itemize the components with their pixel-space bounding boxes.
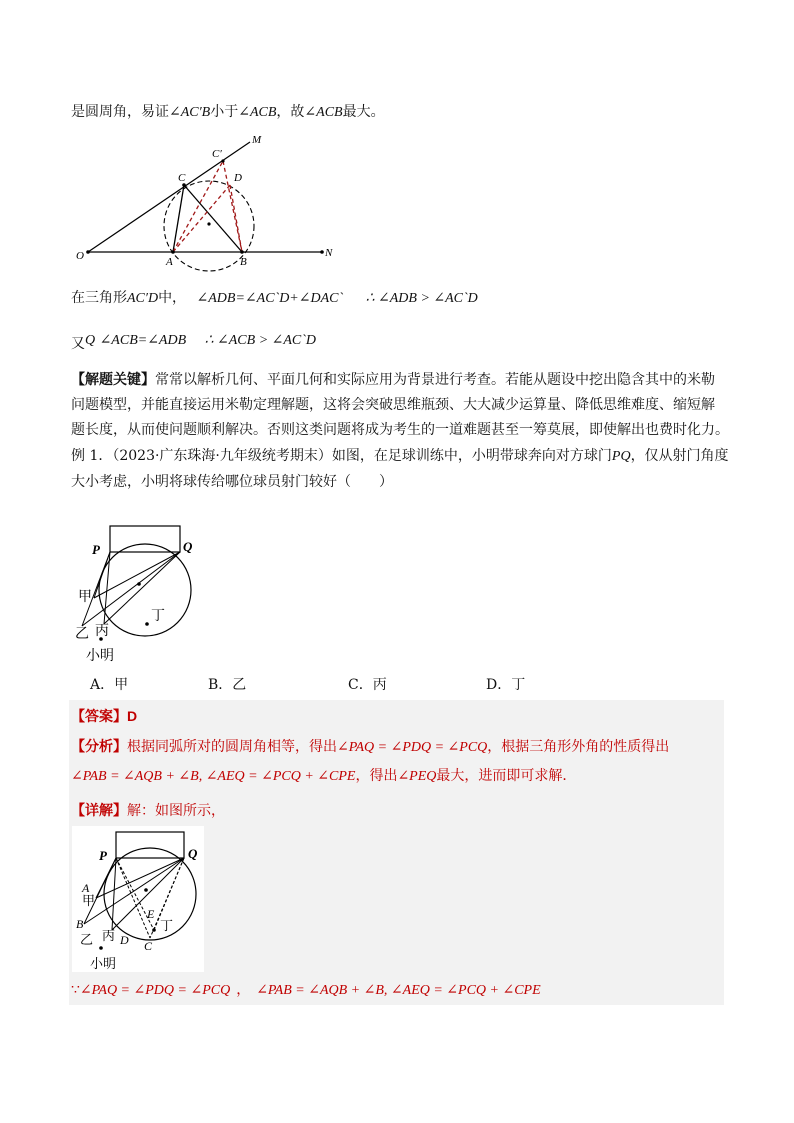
key-line-1: 【解题关键】常常以解析几何、平面几何和实际应用为背景进行考查。若能从题设中挖出隐含其中的米勒 <box>71 372 715 388</box>
label-yi: 乙 <box>80 933 94 948</box>
figure-miller-angle <box>70 128 350 273</box>
label-D: D <box>120 933 129 947</box>
because-line: ∵∠PAQ = ∠PDQ = ∠PCQ ， ∠PAB = ∠AQB + ∠B, ∠AEQ = ∠PCQ + ∠CPE <box>71 982 541 998</box>
answer-line: 【答案】D <box>71 708 138 725</box>
label-jia: 甲 <box>78 589 92 605</box>
label-ding: 丁 <box>151 608 165 624</box>
label-D: D <box>234 172 242 184</box>
figure-soccer-solution <box>72 826 204 972</box>
label-xiaoming: 小明 <box>90 957 117 972</box>
label-yi: 乙 <box>75 626 89 642</box>
key-line-2: 问题模型，并能直接运用米勒定理解题，这将会突破思维瓶颈、大大减少运算量、降低思维难度、缩短解 <box>71 397 715 413</box>
label-O: O <box>76 250 84 262</box>
option-a[interactable]: A．甲 <box>90 677 129 693</box>
label-N: N <box>325 247 333 259</box>
label-C: C <box>178 172 186 184</box>
label-A: A <box>82 881 90 895</box>
example-line-2: 大小考虑，小明将球传给哪位球员射门较好（ ） <box>71 474 393 490</box>
detail-line: 【详解】解：如图所示， <box>71 803 225 819</box>
also-line: 又Q ∠ACB=∠ADB ∴ ∠ACB > ∠AC`D <box>71 333 317 352</box>
label-P: P <box>99 848 107 863</box>
label-C-prime: C′ <box>212 148 222 160</box>
label-M: M <box>252 134 262 146</box>
label-E: E <box>147 907 155 921</box>
triangle-line: 在三角形AC′D中， ∠ADB=∠AC`D+∠DAC` ∴ ∠ADB > ∠AC`D <box>71 290 478 306</box>
option-d[interactable]: D．丁 <box>486 677 526 693</box>
label-P: P <box>92 542 100 557</box>
analysis-line-1: 【分析】根据同弧所对的圆周角相等，得出∠PAQ = ∠PDQ = ∠PCQ，根据三角形外角的性质得出 <box>71 739 670 755</box>
example-line-1: 例 1．（2023·广东珠海·九年级统考期末）如图，在足球训练中，小明带球奔向对方球门PQ，仅从射门角度 <box>71 448 729 464</box>
label-C: C <box>144 939 153 953</box>
label-bing: 丙 <box>95 623 109 639</box>
option-b[interactable]: B．乙 <box>208 677 247 693</box>
label-B: B <box>76 917 84 931</box>
label-bing: 丙 <box>102 929 116 944</box>
figure-soccer <box>72 522 222 668</box>
label-jia: 甲 <box>82 894 96 909</box>
key-line-3: 题长度，从而使问题顺利解决。否则这类问题将成为考生的一道难题甚至一筹莫展，即使解出也费时化力。 <box>71 422 729 438</box>
intro-line: 是圆周角，易证∠AC′B小于∠ACB，故∠ACB最大。 <box>71 104 385 120</box>
label-B: B <box>240 256 247 268</box>
label-xiaoming: 小明 <box>86 648 114 664</box>
analysis-line-2: ∠PAB = ∠AQB + ∠B, ∠AEQ = ∠PCQ + ∠CPE，得出∠PEQ最大，进而即可求解． <box>71 768 577 784</box>
label-Q: Q <box>183 539 193 554</box>
label-A: A <box>166 256 173 268</box>
option-c[interactable]: C．丙 <box>348 677 387 693</box>
label-Q: Q <box>188 846 198 861</box>
label-ding: 丁 <box>160 919 174 934</box>
